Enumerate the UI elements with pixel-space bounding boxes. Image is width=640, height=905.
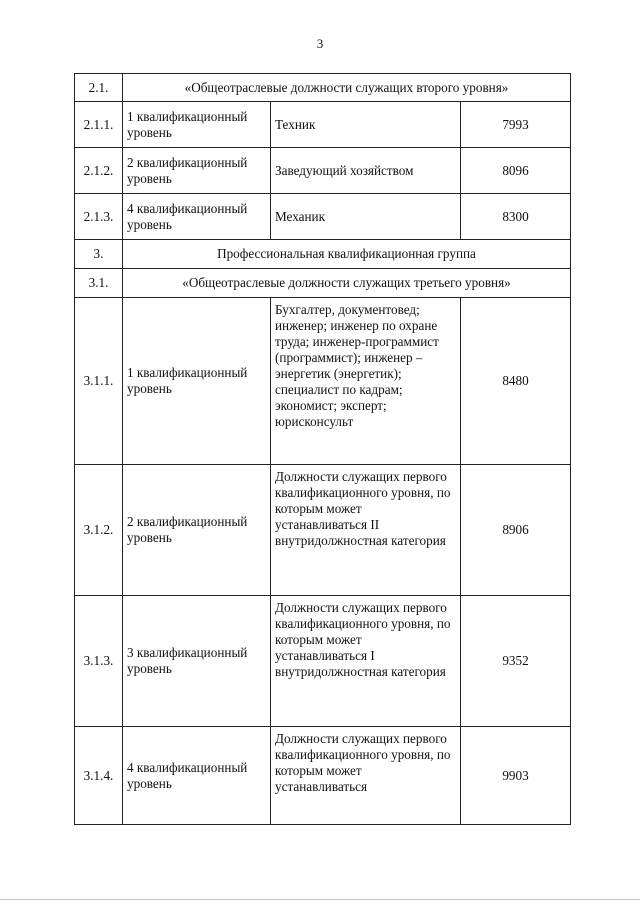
row-number: 2.1.2.: [75, 148, 123, 194]
table-row: [75, 74, 571, 102]
table-row: [75, 596, 571, 727]
salary-value: 8906: [461, 465, 571, 596]
table-row: [75, 102, 571, 148]
salary-value: 9352: [461, 596, 571, 727]
page-number: 3: [316, 36, 324, 51]
group-title: «Общеотраслевые должности служащих третьего уровня»: [123, 269, 571, 298]
qualification-level: 3 квалификационный уровень: [123, 596, 271, 727]
row-number: 3.: [75, 240, 123, 269]
table-row: [75, 727, 571, 825]
row-number: 2.1.: [75, 74, 123, 102]
row-number: 3.1.4.: [75, 727, 123, 825]
position-name: Техник: [271, 102, 461, 148]
qualification-level: 2 квалификационный уровень: [123, 465, 271, 596]
page-edge-rule: [0, 899, 640, 900]
position-name: Должности служащих первого квалификационного уровня, по которым может устанавливаться: [271, 727, 461, 825]
qualification-level: 1 квалификационный уровень: [123, 102, 271, 148]
row-number: 2.1.3.: [75, 194, 123, 240]
table-row: [75, 269, 571, 298]
salary-value: 9903: [461, 727, 571, 825]
salary-table: [74, 73, 571, 825]
position-name: Должности служащих первого квалификационного уровня, по которым может устанавливаться II внутридолжностная категория: [271, 465, 461, 596]
row-number: 3.1.2.: [75, 465, 123, 596]
salary-value: 7993: [461, 102, 571, 148]
salary-value: 8096: [461, 148, 571, 194]
group-title: «Общеотраслевые должности служащих второго уровня»: [123, 74, 571, 102]
position-name: Заведующий хозяйством: [271, 148, 461, 194]
table-row: [75, 465, 571, 596]
row-number: 3.1.1.: [75, 298, 123, 465]
qualification-level: 4 квалификационный уровень: [123, 194, 271, 240]
qualification-level: 2 квалификационный уровень: [123, 148, 271, 194]
qualification-level: 4 квалификационный уровень: [123, 727, 271, 825]
row-number: 3.1.3.: [75, 596, 123, 727]
table-row: [75, 240, 571, 269]
position-name: Должности служащих первого квалификационного уровня, по которым может устанавливаться I внутридолжностная категория: [271, 596, 461, 727]
qualification-level: 1 квалификационный уровень: [123, 298, 271, 465]
group-title: Профессиональная квалификационная группа: [123, 240, 571, 269]
table-row: [75, 298, 571, 465]
row-number: 3.1.: [75, 269, 123, 298]
table-row: [75, 148, 571, 194]
position-name: Бухгалтер, документовед; инженер; инженер по охране труда; инженер-программист (программист); инженер – энергетик (энергетик); специалист по кадрам; экономист; эксперт; юрисконсульт: [271, 298, 461, 465]
salary-value: 8300: [461, 194, 571, 240]
table-row: [75, 194, 571, 240]
salary-value: 8480: [461, 298, 571, 465]
row-number: 2.1.1.: [75, 102, 123, 148]
position-name: Механик: [271, 194, 461, 240]
